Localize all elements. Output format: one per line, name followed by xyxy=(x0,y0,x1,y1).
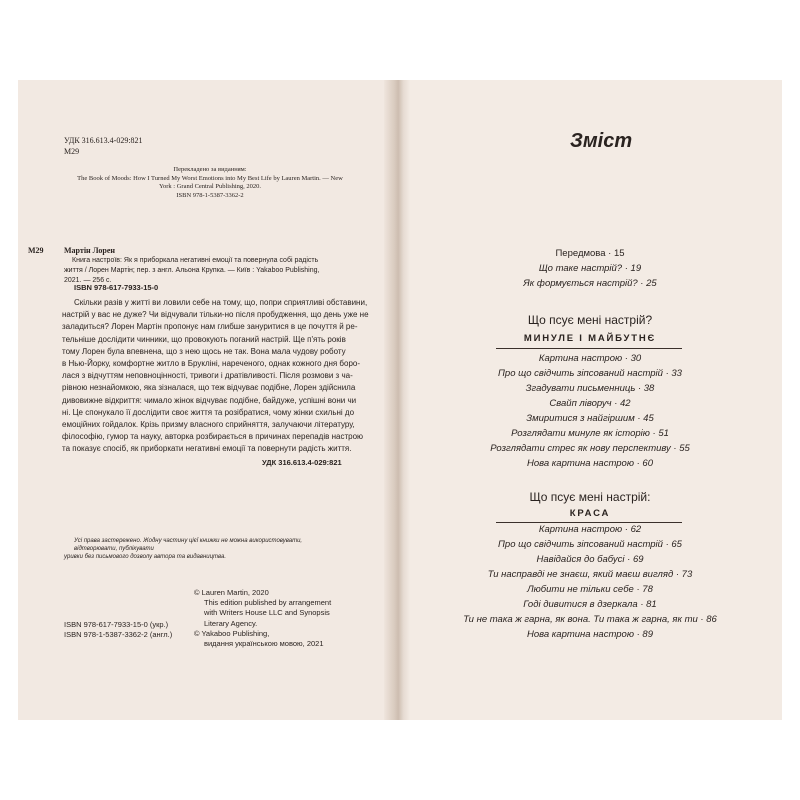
isbn-line: ISBN 978-617-7933-15-0 xyxy=(74,283,159,292)
toc-entry: Любити не тільки себе · 78 xyxy=(527,584,653,595)
bibliographic-record xyxy=(64,256,364,286)
annotation-line: тельніше дослідити чинники, що провокують поганий настрій. Ще п'ять років xyxy=(62,334,346,344)
section-divider xyxy=(496,348,682,349)
annotation-line: філософію, гумор та науку, авторка розбирається в причинах перепадів настрою xyxy=(62,432,364,442)
bibliographic-line: життя / Лорен Мартін; пер. з англ. Альона Крупка. — Київ : Yakaboo Publishing, xyxy=(64,267,320,274)
copyright-line: This edition published by arrangement xyxy=(204,598,332,608)
toc-entry: Навідайся до бабусі · 69 xyxy=(536,554,644,565)
section-heading: Що псує мені настрій: xyxy=(529,490,651,504)
rights-notice xyxy=(64,537,332,561)
original-edition-line: ISBN 978-1-5387-3362-2 xyxy=(176,191,244,199)
annotation-line: заладиться? Лорен Мартін пропонує нам глибше зануритися в це почуття й ре- xyxy=(62,322,358,332)
toc-entry: Розглядати стрес як нову перспективу · 55 xyxy=(490,443,690,454)
toc-entry: Картина настрою · 30 xyxy=(538,353,642,364)
copyright-line: with Writers House LLC and Synopsis xyxy=(204,608,330,618)
copyright-block xyxy=(194,588,331,649)
isbn-block xyxy=(64,620,172,640)
margin-class-code: М29 xyxy=(28,246,44,255)
annotation-line: дивовижне відкриття: чимало жінок відчуває подібне, байдуже, успішні вони чи xyxy=(62,395,357,405)
toc-entry: Про що свідчить зіпсований настрій · 33 xyxy=(498,368,682,379)
annotation-line: емоційних гойдалок. Крізь призму власного сприйняття, залучаючи літературу, xyxy=(62,420,355,430)
section-subheading: МИНУЛЕ І МАЙБУТНЄ xyxy=(523,333,657,344)
isbn-block-line: ISBN 978-1-5387-3362-2 (англ.) xyxy=(64,630,173,640)
isbn-block-line: ISBN 978-617-7933-15-0 (укр.) xyxy=(64,620,169,629)
toc-entry: Ти не така ж гарна, як вона. Ти така ж гарна, як ти · 86 xyxy=(463,614,717,625)
rights-line: Усі права застережено. Жодну частину цієї книжки не можна використовувати, відтворювати, публікувати xyxy=(74,538,303,552)
annotation-line: лася з відчуттям неповноцінності, тривоги і дратівливості. Після розмови з ча- xyxy=(62,371,353,381)
copyright-line: © Yakaboo Publishing, xyxy=(194,628,270,638)
copyright-line: Literary Agency. xyxy=(204,618,258,628)
translated-from-label: Перекладено за виданням: xyxy=(173,166,247,173)
toc-entry: Годі дивитися в дзеркала · 81 xyxy=(523,599,657,610)
section-heading: Що псує мені настрій? xyxy=(527,313,653,327)
original-edition-line: The Book of Moods: How I Turned My Worst Emotions into My Best Life by Lauren Martin. — New xyxy=(77,174,343,182)
bibliographic-line: Книга настроїв: Як я приборкала негативні емоції та повернула собі радість xyxy=(72,257,319,264)
section-divider xyxy=(496,522,682,523)
class-code: М29 xyxy=(64,147,80,156)
annotation-line: в Нью-Йорку, комфортне житло в Брукліні, нареченого, однак кожного дня боро- xyxy=(62,359,361,369)
annotation-line: настрій у вас не дуже? Чи відчували тільки-но після пробудження, що день уже не xyxy=(62,310,369,320)
toc-entry: Як формується настрій? · 25 xyxy=(523,278,657,289)
rights-line: уривки без письмового дозволу автора та видавництва. xyxy=(64,554,227,560)
toc-entry: Свайп ліворуч · 42 xyxy=(549,398,631,409)
toc-entry: Розглядати минуле як історію · 51 xyxy=(511,428,669,439)
annotation-line: тому Лорен була впевнена, що з нею щось не так. Вона мала чудову роботу xyxy=(62,346,346,356)
toc-entry: Про що свідчить зіпсований настрій · 65 xyxy=(498,539,682,550)
toc-entry: Нова картина настрою · 60 xyxy=(526,458,653,469)
annotation-text xyxy=(62,297,384,456)
toc-entry: Нова картина настрою · 89 xyxy=(526,629,653,640)
bibliographic-line: 2021. — 256 с. xyxy=(64,277,112,284)
annotation-line: Скільки разів у житті ви ловили себе на тому, що, попри сприятливі обставини, xyxy=(74,298,368,307)
toc-entry: Що таке настрій? · 19 xyxy=(538,263,642,274)
copyright-line: видання українською мовою, 2021 xyxy=(204,639,324,649)
original-edition-line: York : Grand Central Publishing, 2020. xyxy=(158,183,262,190)
annotation-line: ні. Це спонукало її дослідити своє життя та розібратися, чому жінки схильні до xyxy=(62,407,355,417)
udk-header: УДК 316.613.4-029:821 xyxy=(64,136,143,145)
annotation-line: та показує спосіб, як приборкати негативні емоції та повернути радість життя. xyxy=(62,444,352,454)
udk-footer: УДК 316.613.4-029:821 xyxy=(262,458,342,467)
toc-entry: Згадувати письменниць · 38 xyxy=(525,383,655,394)
toc-entry: Змиритися з найгіршим · 45 xyxy=(526,413,654,424)
author-heading: Мартін Лорен xyxy=(64,246,116,255)
toc-title: Зміст xyxy=(570,130,633,152)
toc-entry: Картина настрою · 62 xyxy=(538,524,642,535)
toc-entry: Ти насправді не знаєш, який маєш вигляд · 73 xyxy=(487,569,693,580)
toc-entry: Передмова · 15 xyxy=(555,248,625,259)
translation-source xyxy=(60,166,360,200)
copyright-line: © Lauren Martin, 2020 xyxy=(194,588,269,597)
annotation-line: рівною незнайомкою, яка зізналася, що теж відчуває подібне, Лорен здійснила xyxy=(62,383,356,393)
section-subheading: КРАСА xyxy=(569,508,611,519)
